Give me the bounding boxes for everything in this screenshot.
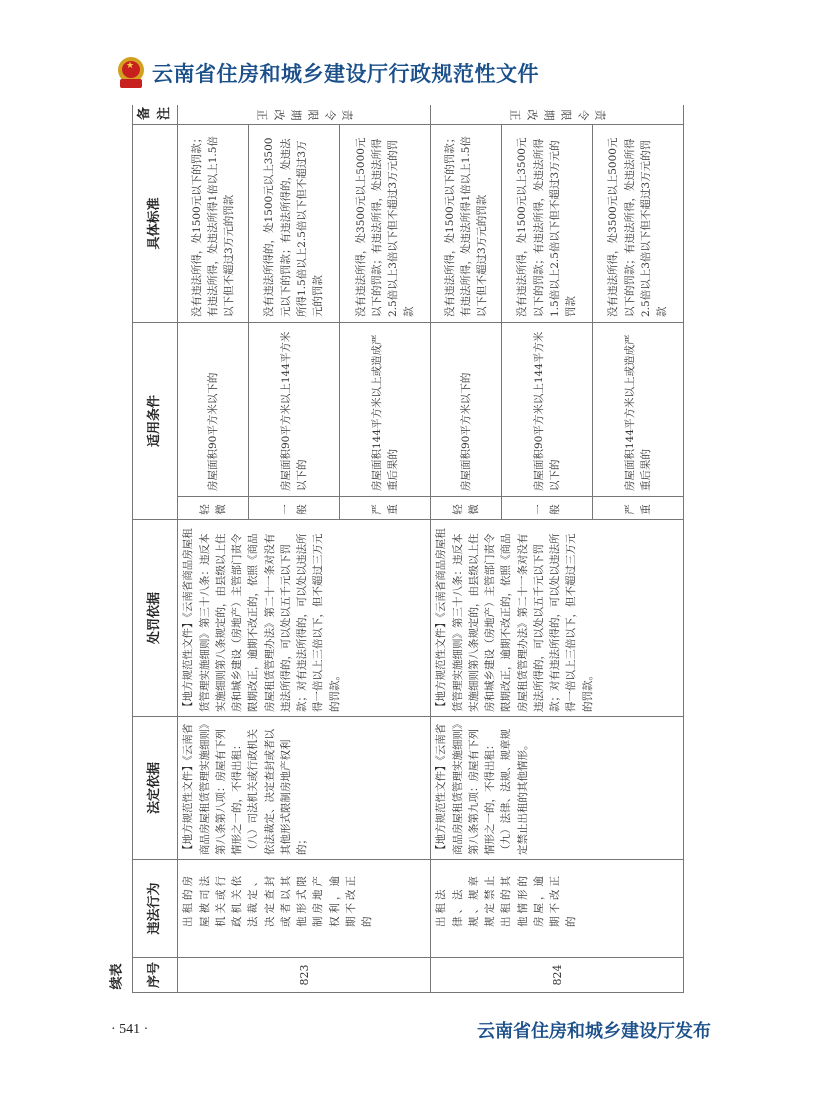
standard-cell: 没有违法所得，处3500元以上5000元以下的罚款；有违法所得，处违法所得2.5倍以上3倍以下但不超过3万元的罚款 — [340, 124, 431, 322]
condition-cell: 房屋面积90平方米以下的 — [431, 322, 502, 496]
severity-cell: 一般 — [501, 497, 592, 520]
condition-cell: 房屋面积144平方米以上或造成严重后果的 — [592, 322, 683, 496]
standard-cell: 没有违法所得，处1500元以下的罚款；有违法所得，处违法所得1倍以上1.5倍以下但不超过3万元的罚款 — [431, 124, 502, 322]
violation-cell — [431, 860, 684, 958]
standard-cell: 没有违法所得的，处1500元以上3500元以下的罚款；有违法所得的，处违法所得1.5倍以上2.5倍以下但不超过3万元的罚款 — [248, 124, 339, 322]
severity-cell: 严重 — [592, 497, 683, 520]
publisher: 云南省住房和城乡建设厅发布 — [477, 1021, 711, 1042]
penalty-basis-cell: 【地方规范性文件】《云南省商品房屋租赁管理实施细则》第三十八条：违反本实施细则第八条规定的，由县级以上住房和城乡建设（房地产）主管部门责令限期改正，逾期不改正的，依照《商品房屋租赁管理办法》第二十一条对没有违法所得的，可以处以五千元以下罚款；对有违法所得的，可以处以违法所得一倍以上三倍以下，但不超过三万元的罚款。 — [178, 520, 431, 717]
national-emblem-icon: ★ — [116, 57, 146, 89]
penalty-table — [132, 105, 684, 993]
col-header-violation: 违法行为 — [133, 860, 178, 958]
page-number: · 541 · — [111, 1022, 149, 1037]
note-cell — [178, 105, 431, 124]
condition-cell: 房屋面积144平方米以上或造成严重后果的 — [340, 322, 431, 496]
legal-basis-cell: 【地方规范性文件】《云南省商品房屋租赁管理实施细则》第八条第九项：房屋有下列情形之一的，不得出租：（九）法律、法规、规章规定禁止出租的其他情形。 — [431, 717, 684, 860]
condition-cell: 房屋面积90平方米以上144平方米以下的 — [248, 322, 339, 496]
col-header-legal-basis: 法定依据 — [133, 717, 178, 860]
violation-text: 出租法律、法规、规章规定禁止出租的其他情形的房屋，逾期不改正的 — [435, 873, 578, 927]
penalty-table-wrapper — [132, 105, 684, 993]
continued-label-text: 续表 — [109, 962, 125, 990]
row-number: 824 — [431, 958, 684, 993]
page-header — [116, 57, 539, 89]
standard-cell: 没有违法所得，处1500元以下的罚款；有违法所得，处违法所得1倍以上1.5倍以下但不超过3万元的罚款 — [178, 124, 249, 322]
severity-cell: 轻微 — [431, 497, 502, 520]
note-cell — [431, 105, 684, 124]
standard-cell: 没有违法所得，处3500元以上5000元以下的罚款；有违法所得，处违法所得2.5倍以上3倍以下但不超过3万元的罚款 — [592, 124, 683, 322]
penalty-basis-cell: 【地方规范性文件】《云南省商品房屋租赁管理实施细则》第三十八条：违反本实施细则第八条规定的，由县级以上住房和城乡建设（房地产）主管部门责令限期改正，逾期不改正的，依照《商品房屋租赁管理办法》第二十一条对没有违法所得的，可以处以五千元以下罚款；对有违法所得的，可以处以违法所得一倍以上三倍以下，但不超过三万元的罚款。 — [431, 520, 684, 717]
condition-cell: 房屋面积90平方米以下的 — [178, 322, 249, 496]
note-text: 责令限期改正 — [503, 108, 606, 122]
severity-cell: 严重 — [340, 497, 431, 520]
table-header-row — [133, 105, 178, 993]
col-header-standard: 具体标准 — [133, 124, 178, 322]
condition-cell: 房屋面积90平方米以上144平方米以下的 — [501, 322, 592, 496]
row-number: 823 — [178, 958, 431, 993]
table-row — [431, 105, 502, 993]
note-text: 责令限期改正 — [250, 108, 353, 122]
violation-text: 出租的房屋被司法机关或行政机关依法裁定、决定查封或者以其他形式限制房地产权利，逾期不改正的 — [182, 873, 374, 927]
standard-cell: 没有违法所得，处1500元以上3500元以下的罚款；有违法所得，处违法所得1.5倍以上2.5倍以下但不超过3万元的罚款 — [501, 124, 592, 322]
col-header-penalty-basis: 处罚依据 — [133, 520, 178, 717]
legal-basis-cell: 【地方规范性文件】《云南省商品房屋租赁管理实施细则》第八条第八项：房屋有下列情形之一的，不得出租：（八）司法机关或行政机关依法裁定、决定查封或者以其他形式限制房地产权利的； — [178, 717, 431, 860]
col-header-note: 备注 — [133, 105, 178, 124]
severity-cell: 轻微 — [178, 497, 249, 520]
violation-cell — [178, 860, 431, 958]
continued-label — [104, 958, 126, 994]
col-header-condition: 适用条件 — [133, 322, 178, 519]
col-header-number: 序号 — [133, 958, 178, 993]
header-title: 云南省住房和城乡建设厅行政规范性文件 — [152, 62, 539, 86]
severity-cell: 一般 — [248, 497, 339, 520]
table-row — [178, 105, 249, 993]
